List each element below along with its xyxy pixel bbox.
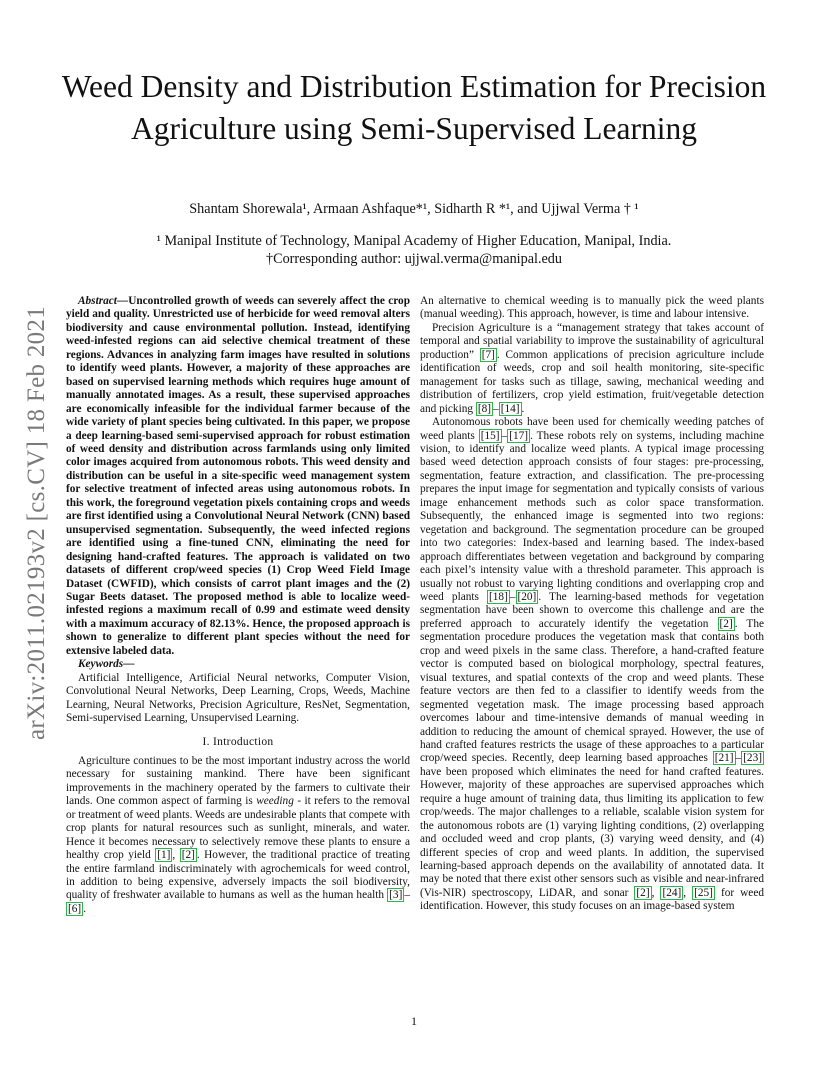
intro-emphasis: weeding bbox=[256, 795, 294, 808]
body-paragraph bbox=[420, 416, 764, 914]
body-paragraph: An alternative to chemical weeding is to manually pick the weed plants (manual weeding). This approach, however, is time and labour intensive. bbox=[420, 295, 764, 321]
citation-link[interactable]: [20] bbox=[517, 590, 537, 603]
citation-link[interactable]: [2] bbox=[719, 617, 733, 630]
body-text: – bbox=[493, 402, 499, 415]
intro-text: – bbox=[404, 889, 410, 902]
citation-link[interactable]: [6] bbox=[68, 902, 82, 915]
intro-text: , bbox=[172, 849, 180, 862]
citation-link[interactable]: [2] bbox=[636, 886, 650, 899]
citation-link[interactable]: [25] bbox=[694, 886, 713, 899]
body-text: , bbox=[651, 886, 661, 899]
body-text: – bbox=[735, 752, 742, 765]
body-text: Precision Agriculture is a “management strategy that takes account of temporal and spatial variability to improve the sustainability of agricultural production” bbox=[420, 321, 764, 361]
citation-link[interactable]: [24] bbox=[662, 886, 682, 899]
section-heading-introduction: I. Introduction bbox=[202, 735, 274, 748]
right-column bbox=[420, 295, 764, 914]
abstract-lead: Abstract— bbox=[78, 295, 129, 307]
left-column bbox=[66, 295, 410, 916]
body-text: have been proposed which eliminates the need for hand crafted features. However, majority of these approaches are supervised approaches which require a huge amount of training data, thus limiting its application to few crop/weeds. The major challenges to a reliable, scalable vision system for the autonomous robots are (1) varying lighting conditions, (2) overlapping and occluded weed and crop plants, (3) varying weed density, and (4) different species of crop and weed plants. In addition, the supervised learning-based approach depends on the availability of annotated data. It may be noted that there exist other sensors such as visible and near-infrared (Vis-NIR) spectroscopy, LiDAR, and sonar bbox=[420, 765, 764, 899]
body-text: – bbox=[501, 429, 508, 442]
corresponding-author-line: †Corresponding author: ujjwal.verma@manipal.edu bbox=[266, 251, 562, 267]
abstract-paragraph bbox=[66, 295, 410, 658]
body-text: . Common applications of precision agriculture include identification of weeds, crop and soil health monitoring, site-specific management for tasks such as tillage, sawing, mechanical weeding and distribution of fertilizers, crop yield estimation, fruit/vegetable detection and picking bbox=[420, 348, 764, 415]
intro-text: - it refers to the removal or treatment of weed plants. Weeds are undesirable plants that compete with crop plants for natural resources such as sunlight, minerals, and water. Hence it becomes necessary to selectively remove these plants to ensure a healthy crop yield bbox=[66, 795, 410, 862]
citation-link[interactable]: [3] bbox=[389, 889, 403, 902]
body-text: for weed identification. However, this study focuses on an image-based system bbox=[420, 886, 764, 913]
body-text: . The segmentation procedure produces the vegetation mask that contains both crop and weed pixels in the same class. Therefore, a hand-crafted feature vector is computed based on biological morphology, spectral features, visual textures, and spatial contexts of the crop and weed plants. These feature vectors are then fed to a classifier to identify weeds from the segmented vegetation mask. The image processing based approach overcomes labour and time-intensive demands of manual weeding in addition to reducing the amount of chemical sprayed. However, the use of hand crafted features restricts the usage of these approaches to a particular crop/weed species. Recently, deep learning based approaches bbox=[420, 617, 764, 765]
citation-link[interactable]: [8] bbox=[477, 402, 492, 415]
citation-link[interactable]: [7] bbox=[481, 348, 495, 361]
body-text: . These robots rely on systems, including machine vision, to identify and localize weed plants. A typical image processing based weed detection approach consists of four stages: pre-processing, segmentation, feature extraction, and classification. The pre-processing prepares the input image for segmentation and typically consists of various image enhancement methods such as color space transformation. Subsequently, the enhanced image is segmented into two regions: vegetation and background. The segmentation procedure can be grouped into two categories: Index-based and learning based. The index-based approach differentiates between vegetation and background by comparing each pixel’s intensity value with a threshold parameter. This approach is usually not robust to varying lighting conditions and overlapping crop and weed plants bbox=[420, 429, 765, 603]
abstract-text: Uncontrolled growth of weeds can severely affect the crop yield and quality. Unrestricted use of herbicide for weed removal alters biodiversity and cause environmental pollution. Instead, identifying weed-infested regions can aid selective chemical treatment of these regions. Advances in analyzing farm images have resulted in solutions to identify weed plants. However, a majority of these approaches are based on supervised learning methods which requires huge amount of manually annotated images. As a result, these supervised approaches are economically infeasible for the individual farmer because of the wide variety of plant species being cultivated. In this paper, we propose a deep learning-based semi-supervised approach for robust estimation of weed density and distribution across farmlands using only limited color images acquired from autonomous robots. This weed density and distribution can be useful in a site-specific weed management system for selective treatment of infected areas using autonomous robots. In this work, the foreground vegetation pixels containing crops and weeds are first identified using a Convolutional Neural Network (CNN) based unsupervised segmentation. Subsequently, the weed infected regions are identified using a fine-tuned CNN, eliminating the need for designing hand-crafted features. The approach is validated on two datasets of different crop/weed species (1) Crop Weed Field Image Dataset (CWFID), which consists of carrot plant images and the (2) Sugar Beets dataset. The proposed method is able to localize weed-infested regions a maximum recall of 0.99 and estimate weed density with a maximum accuracy of 82.13%. Hence, the proposed approach is shown to generalize to different plant species without the need for extensive labeled data. bbox=[66, 295, 410, 657]
body-text: . The learning-based methods for vegetation segmentation have been shown to overcome this challenge and are the preferred approach to accurately identify the vegetation bbox=[420, 590, 764, 630]
paper-title: Weed Density and Distribution Estimation for Precision Agriculture using Semi-Supervised Learning bbox=[61, 69, 767, 146]
citation-link[interactable]: [18] bbox=[489, 590, 508, 603]
affiliation-line: ¹ Manipal Institute of Technology, Manipal Academy of Higher Education, Manipal, India. bbox=[156, 233, 672, 249]
citation-link[interactable]: [21] bbox=[714, 752, 734, 765]
keywords-heading: Keywords— bbox=[78, 658, 135, 671]
intro-text: . However, the traditional practice of treating the entire farmland indiscriminately with agrochemicals for weed control, in addition to being expensive, adversely impacts the soil biodiversity, quality of freshwater available to humans as well as the human health bbox=[66, 849, 410, 902]
body-text: Autonomous robots have been used for chemically weeding patches of weed plants bbox=[420, 416, 764, 442]
body-text: . bbox=[521, 402, 525, 415]
citation-link[interactable]: [2] bbox=[181, 849, 195, 862]
citation-link[interactable]: [14] bbox=[500, 402, 520, 415]
citation-link[interactable]: [15] bbox=[480, 429, 500, 442]
body-paragraph bbox=[420, 322, 764, 416]
intro-text: Agriculture continues to be the most important industry across the world necessary for sustaining mankind. There have been significant improvements in the machinery operated by the farmers to cultivate their lands. One common aspect of farming is bbox=[66, 754, 410, 808]
citation-link[interactable]: [17] bbox=[509, 429, 529, 442]
arxiv-side-stamp bbox=[24, 288, 50, 758]
body-text: – bbox=[509, 590, 516, 603]
arxiv-id-text: arXiv:2011.02193v2 [cs.CV] 18 Feb 2021 bbox=[23, 305, 51, 741]
keywords-text: Artificial Intelligence, Artificial Neural networks, Computer Vision, Convolutional Neural Networks, Deep Learning, Crops, Weeds, Machine Learning, Neural Networks, Precision Agriculture, ResNet, Segmentation, Semi-supervised Learning, Unsupervised Learning. bbox=[66, 671, 410, 725]
affiliation-block bbox=[60, 232, 768, 268]
citation-link[interactable]: [1] bbox=[157, 849, 171, 862]
intro-paragraph bbox=[66, 755, 410, 916]
citation-link[interactable]: [23] bbox=[743, 752, 762, 765]
page-number: 1 bbox=[411, 1014, 417, 1028]
author-list: Shantam Shorewala¹, Armaan Ashfaque*¹, Sidharth R *¹, and Ujjwal Verma † ¹ bbox=[189, 201, 639, 217]
body-text: , bbox=[683, 886, 693, 899]
intro-text: . bbox=[83, 902, 87, 915]
